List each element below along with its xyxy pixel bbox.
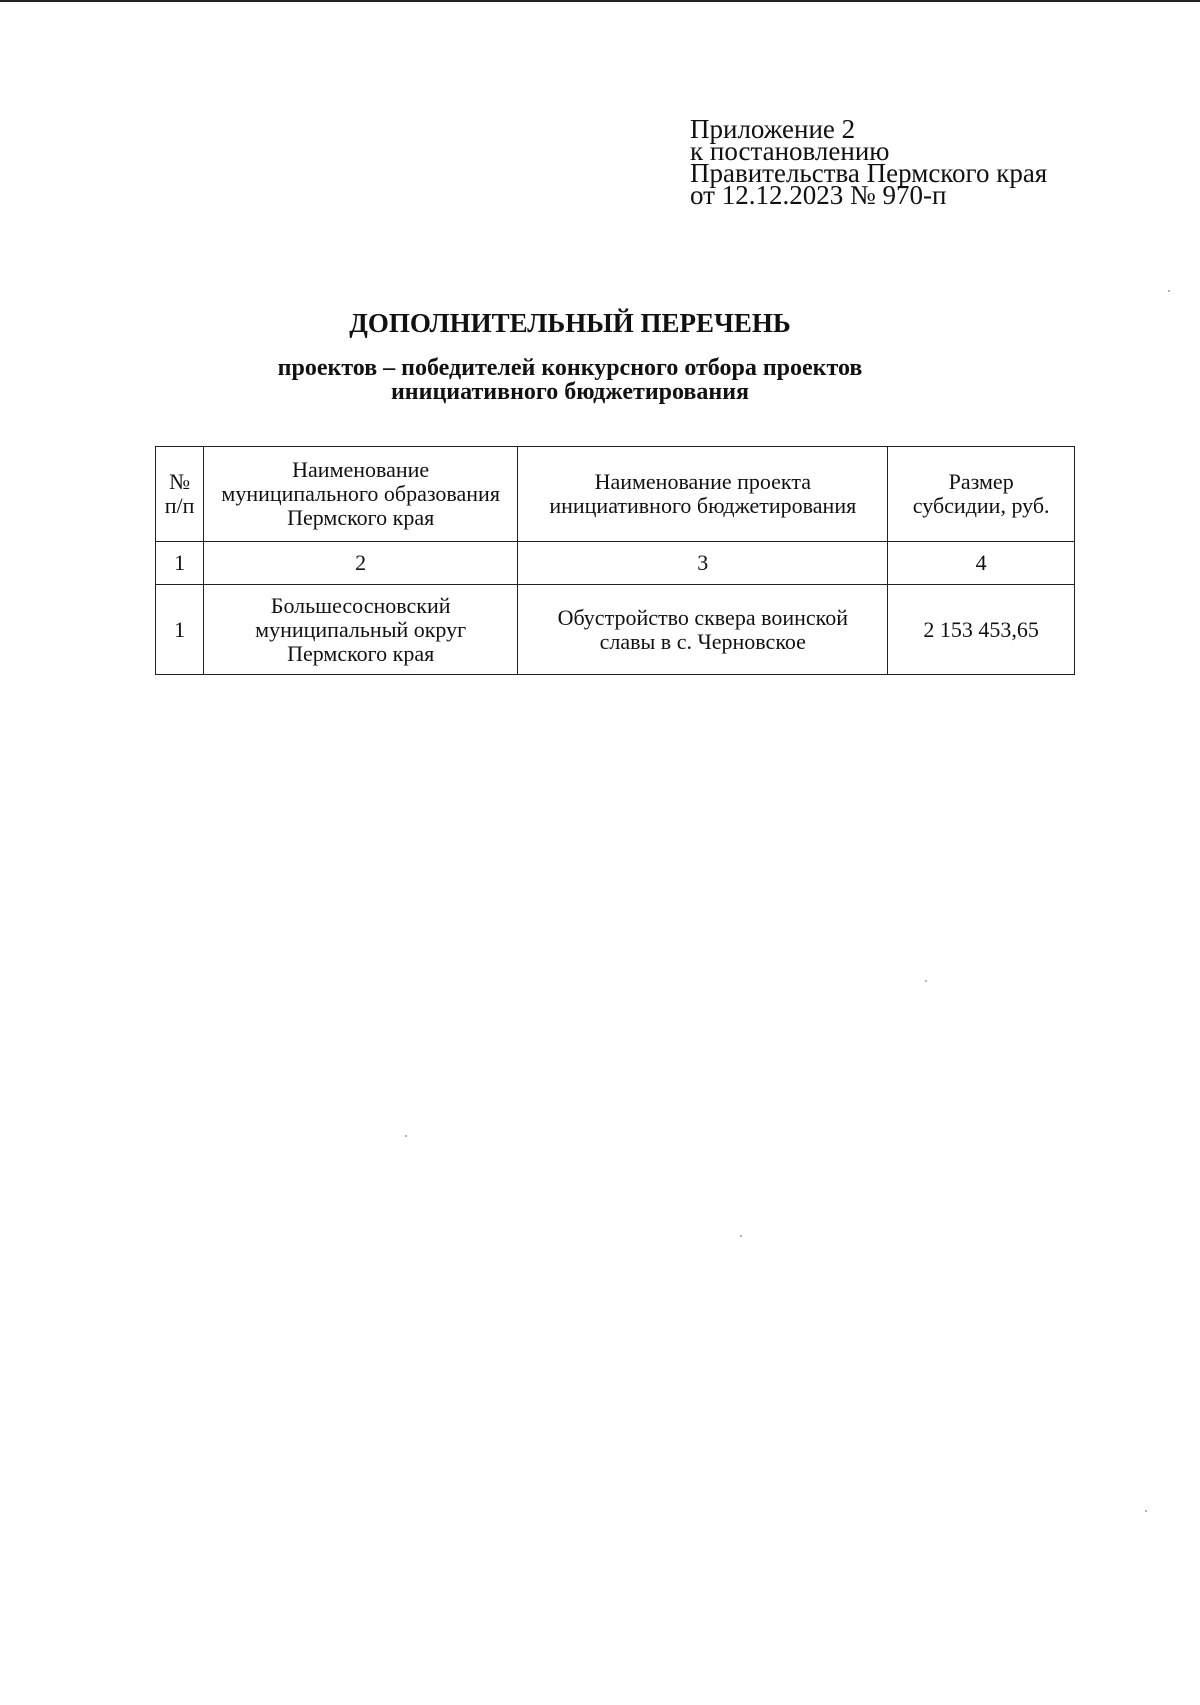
projects-table	[155, 446, 1075, 675]
index-cell: 3	[518, 542, 888, 585]
row-project-line-1: Обустройство сквера воинской	[557, 604, 848, 630]
document-title: ДОПОЛНИТЕЛЬНЫЙ ПЕРЕЧЕНЬ	[349, 308, 791, 338]
annex-line-1: Приложение 2	[690, 114, 856, 144]
scan-top-edge	[0, 0, 1200, 2]
header-number-line-1: №	[169, 469, 191, 494]
scan-speck	[1145, 1510, 1147, 1512]
document-heading	[0, 308, 1200, 404]
index-cell: 2	[204, 542, 518, 585]
header-subsidy-line-2: субсидии, руб.	[912, 493, 1050, 518]
table-row	[156, 585, 1075, 675]
header-project-line-2: инициативного бюджетирования	[549, 493, 857, 518]
document-subtitle	[0, 356, 1200, 404]
header-project	[518, 447, 888, 542]
header-municipality	[204, 447, 518, 542]
header-number-line-2: п/п	[164, 493, 195, 518]
annex-line-4: от 12.12.2023 № 970-п	[690, 180, 947, 210]
scan-speck	[405, 1135, 407, 1137]
header-municipality-line-1: Наименование	[292, 457, 430, 482]
table-header-row	[156, 447, 1075, 542]
annex-line-3: Правительства Пермского края	[690, 158, 1048, 188]
header-subsidy	[888, 447, 1075, 542]
scan-speck	[740, 1235, 742, 1237]
scan-speck	[1168, 290, 1170, 292]
table-index-row	[156, 542, 1075, 585]
row-municipality-line-3: Пермского края	[287, 640, 435, 666]
header-project-line-1: Наименование проекта	[594, 469, 811, 494]
annex-reference	[690, 114, 1048, 210]
row-number: 1	[156, 585, 204, 675]
row-municipality-line-2: муниципальный округ	[255, 616, 467, 642]
header-subsidy-line-1: Размер	[948, 469, 1014, 494]
row-subsidy: 2 153 453,65	[888, 585, 1075, 675]
header-number	[156, 447, 204, 542]
row-project	[518, 585, 888, 675]
row-municipality	[204, 585, 518, 675]
row-municipality-line-1: Большесосновский	[270, 592, 451, 618]
subtitle-line-2: инициативного бюджетирования	[390, 379, 750, 405]
row-project-line-2: славы в с. Черновское	[599, 628, 806, 654]
header-municipality-line-2: муниципального образования	[221, 481, 500, 506]
subtitle-line-1: проектов – победителей конкурсного отбора проектов	[277, 355, 863, 381]
index-cell: 4	[888, 542, 1075, 585]
index-cell: 1	[156, 542, 204, 585]
annex-line-2: к постановлению	[690, 136, 890, 166]
scan-speck	[925, 980, 927, 982]
header-municipality-line-3: Пермского края	[287, 505, 435, 530]
